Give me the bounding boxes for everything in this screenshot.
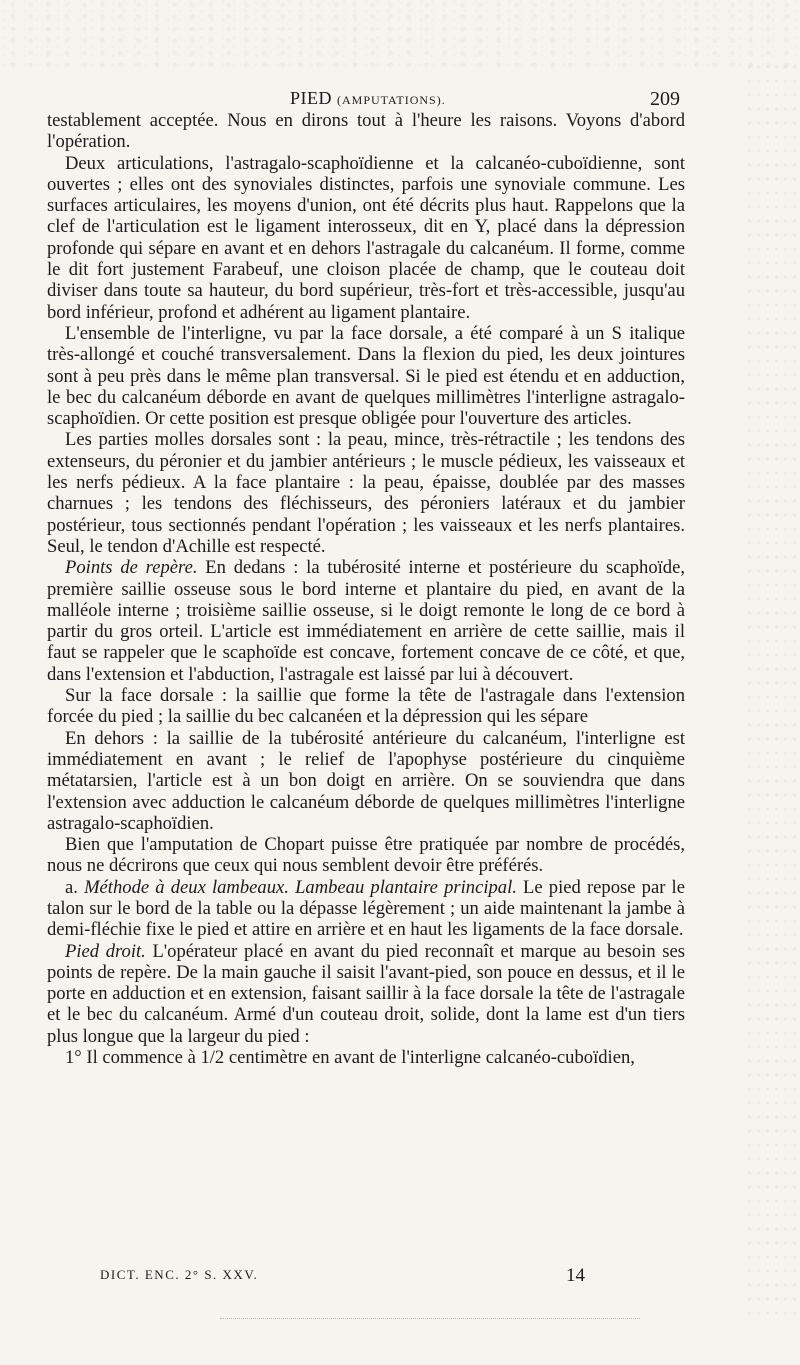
paragraph: testablement acceptée. Nous en dirons tout à l'heure les raisons. Voyons d'abord l'opération. [47, 110, 685, 153]
methode-label: a. [65, 876, 78, 898]
footer-signature: DICT. ENC. 2° S. XXV. [100, 1267, 259, 1282]
scan-noise-top [0, 0, 800, 70]
section-heading: Points de repère. [65, 557, 198, 579]
paragraph-methode [47, 877, 685, 941]
section-heading: Pied droit. [65, 940, 146, 962]
paragraph-points-de-repere [47, 557, 685, 685]
footer [0, 1265, 800, 1295]
footer-sheet-number: 14 [566, 1265, 585, 1286]
paragraph: Deux articulations, l'astragalo-scaphoïdienne et la calcanéo-cuboïdienne, sont ouvertes ; elles ont des synoviales distinctes, parfois une synoviale commune. Les surfaces articulaires, les moyens d'union, ont été décrits plus haut. Rappelons que la clef de l'articulation est le ligament interosseux, dit en Y, placé dans la dépression profonde qui sépare en avant et en dehors l'astragale du calcanéum. Il forme, comme le dit fort justement Farabeuf, une cloison placée de champ, que le couteau doit diviser dans toute sa hauteur, du bord supérieur, très-fort et très-accessible, jusqu'au bord inférieur, profond et adhérent au ligament plantaire. [47, 152, 685, 323]
paragraph-text: En dedans : la tubérosité interne et postérieure du scaphoïde, première saillie osseuse sous le bord interne et plantaire du pied, en avant de la malléole interne ; troisième saillie osseuse, si le doigt remonte le long de ce bord à partir du gros orteil. L'article est immédiatement en arrière de cette saillie, mais il faut se rappeler que le scaphoïde est concave, fortement concave de ce côté, et que, dans l'extension et l'abduction, l'astragale est laissé par lui à découvert. [47, 557, 685, 685]
paragraph-pied-droit [47, 941, 685, 1047]
head-title-word: PIED [290, 88, 332, 108]
paragraph: Sur la face dorsale : la saillie que forme la tête de l'astragale dans l'extension forcée du pied ; la saillie du bec calcanéen et la dépression qui les sépare [47, 685, 685, 728]
paragraph-text: L'opérateur placé en avant du pied reconnaît et marque au besoin ses points de repère. De la main gauche il saisit l'avant-pied, son pouce en dessus, et il le porte en adduction et en extension, faisant saillir à la face dorsale la tête de l'astragale et le bec du calcanéum. Armé d'un couteau droit, solide, dont la lame est d'un tiers plus longue que la largeur du pied : [47, 940, 685, 1047]
paragraph: Les parties molles dorsales sont : la peau, mince, très-rétractile ; les tendons des extenseurs, du péronier et du jambier antérieurs ; le muscle pédieux, les vaisseaux et les nerfs pédieux. A la face plantaire : la peau, épaisse, doublée par des masses charnues ; les tendons des fléchisseurs, des péroniers latéraux et du jambier postérieur, tous sectionnés pendant l'opération ; les vaisseaux et les nerfs plantaires. Seul, le tendon d'Achille est respecté. [47, 429, 685, 557]
page-number: 209 [650, 88, 680, 110]
paragraph: En dehors : la saillie de la tubérosité antérieure du calcanéum, l'interligne est immédiatement en avant ; le relief de l'apophyse postérieure du cinquième métatarsien, l'article est à un bon doigt en arrière. On se souviendra que dans l'extension avec adduction le calcanéum déborde de quelques millimètres l'interligne astragalo-scaphoïdien. [47, 727, 685, 834]
running-head-title [290, 88, 446, 109]
scan-noise-right-margin [745, 60, 800, 1320]
paragraph-text: Le pied repose par le talon sur le bord de la table ou la dépasse légèrement ; un aide maintenant la jambe à demi-fléchie fixe le pied et attire en arrière et en haut les ligaments de la face dorsale. [47, 876, 685, 941]
head-subtitle: (AMPUTATIONS). [337, 93, 446, 107]
running-head [0, 88, 800, 112]
scan-dotted-line [220, 1318, 640, 1321]
paragraph: Bien que l'amputation de Chopart puisse être pratiquée par nombre de procédés, nous ne décrirons que ceux qui nous semblent devoir être préférés. [47, 834, 685, 877]
methode-title: Méthode à deux lambeaux. Lambeau plantaire principal. [84, 876, 517, 898]
paragraph: L'ensemble de l'interligne, vu par la face dorsale, a été comparé à un S italique très-allongé et couché transversalement. Dans la flexion du pied, les deux jointures sont à peu près dans le même plan transversal. Si le pied est étendu et en adduction, le bec du calcanéum déborde en avant de quelques millimètres l'interligne astragalo-scaphoïdien. Or cette position est presque obligée pour l'ouverture des articles. [47, 322, 685, 430]
paragraph-step: 1° Il commence à 1/2 centimètre en avant de l'interligne calcanéo-cuboïdien, [65, 1047, 635, 1069]
body-text [47, 110, 685, 1068]
